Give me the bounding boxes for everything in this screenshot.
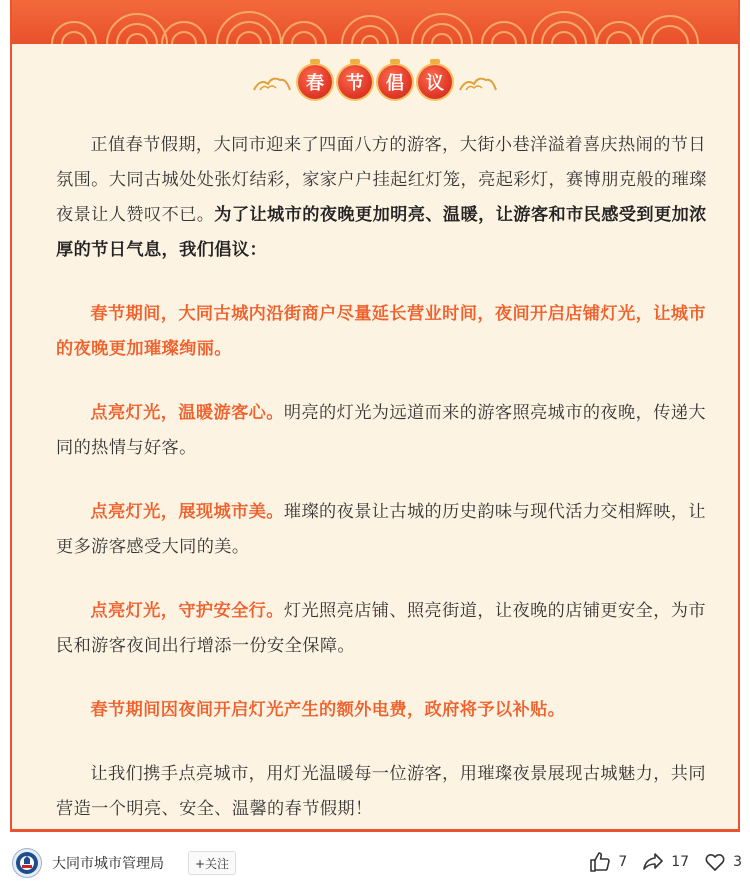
paragraph-safety [56,594,720,664]
card-bottom-border [10,829,740,832]
intro-text: 正值春节假期，大同市迎来了四面八方的游客，大街小巷洋溢着喜庆热闹的节日氛围。大同古城处处张灯结彩，家家户户挂起红灯笼，亮起彩灯，赛博朋克般的璀璨夜景让人赞叹不已。 [56,135,707,225]
heart-icon [703,850,727,874]
lantern-icon: 节 [338,65,372,99]
closing-text: 让我们携手点亮城市，用灯光温暖每一位游客，用璀璨夜景展现古城魅力，共同营造一个明亮、安全、温馨的春节假期！ [56,764,706,819]
paragraph-warm [56,396,720,466]
article-card [10,0,740,832]
cloud-ornament-icon [458,72,498,92]
post-footer [0,840,750,891]
like-count: 7 [618,854,628,870]
warm-text: 明亮的灯光为远道而来的游客照亮城市的夜晚，传递大同的热情与好客。 [56,403,706,458]
paragraph-subsidy [56,693,720,728]
lantern-icon: 倡 [378,65,412,99]
like-button[interactable] [588,850,627,874]
cloud-pattern-icon [12,0,738,44]
proposal-text: 春节期间，大同古城内沿街商户尽量延长营业时间，夜间开启店铺灯光，让城市的夜晚更加璀璨绚丽。 [56,304,706,359]
favorite-count: 3 [733,854,742,870]
cloud-ornament-icon [252,72,292,92]
safety-heading: 点亮灯光，守护安全行。 [90,601,284,621]
article-body [56,128,720,832]
paragraph-intro [56,128,720,268]
paragraph-closing [56,757,720,827]
beauty-heading: 点亮灯光，展现城市美。 [90,502,284,522]
paragraph-proposal [56,297,720,367]
follow-button[interactable]: +关注 [188,851,236,875]
title-lanterns [298,65,452,99]
engagement-bar [588,850,742,874]
emblem-icon [15,851,39,875]
favorite-button[interactable] [703,850,742,874]
share-button[interactable] [641,850,689,874]
avatar[interactable] [12,848,42,878]
title-banner [12,62,738,102]
warm-heading: 点亮灯光，温暖游客心。 [90,403,284,423]
safety-text: 灯光照亮店铺、照亮街道，让夜晚的店铺更安全，为市民和游客夜间出行增添一份安全保障。 [56,601,706,656]
beauty-text: 璀璨的夜景让古城的历史韵味与现代活力交相辉映，让更多游客感受大同的美。 [56,502,706,557]
lantern-icon: 议 [418,65,452,99]
author-name[interactable]: 大同市城市管理局 [52,856,164,872]
subsidy-text: 春节期间因夜间开启灯光产生的额外电费，政府将予以补贴。 [90,700,566,720]
thumbs-up-icon [588,850,612,874]
lantern-icon: 春 [298,65,332,99]
paragraph-beauty [56,495,720,565]
intro-emphasis: 为了让城市的夜晚更加明亮、温暖，让游客和市民感受到更加浓厚的节日气息，我们倡议： [56,205,707,260]
share-icon [641,850,665,874]
share-count: 17 [671,854,690,870]
decorative-top-band [12,0,738,44]
